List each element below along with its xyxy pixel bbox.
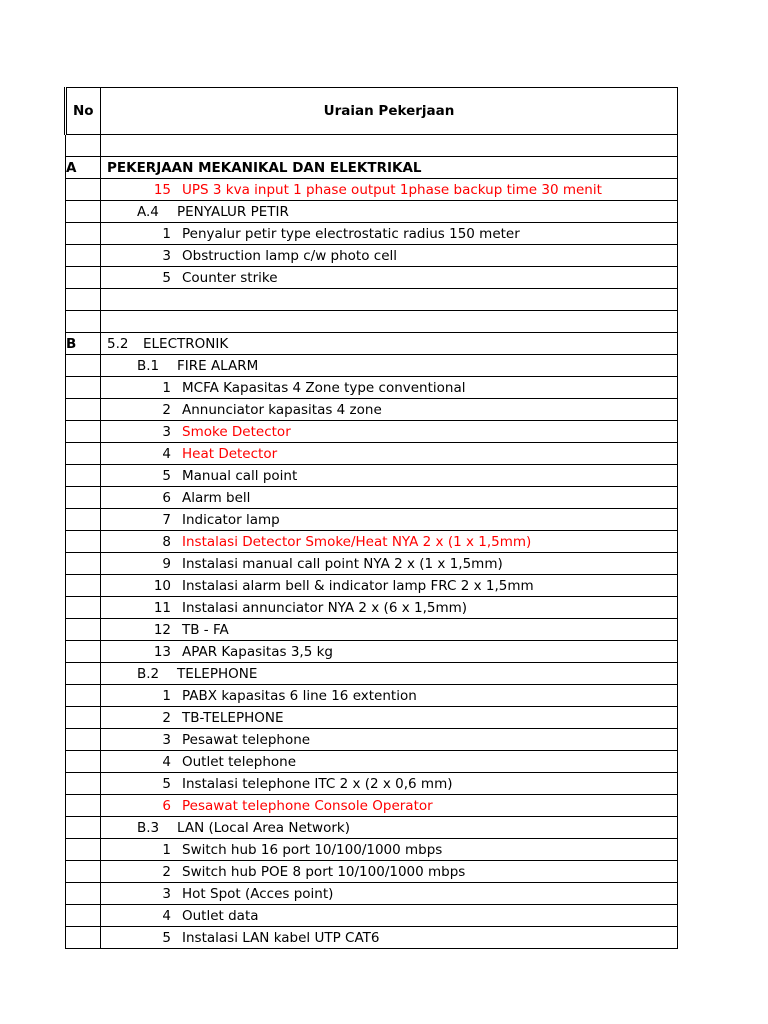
item-text: Switch hub 16 port 10/100/1000 mbps [182, 841, 443, 858]
subsection-title: TELEPHONE [177, 665, 258, 682]
section-b-title: ELECTRONIK [143, 335, 229, 352]
item-text: Hot Spot (Acces point) [182, 885, 334, 902]
item-no: 1 [162, 841, 171, 858]
table-row [66, 641, 678, 663]
item-text: Obstruction lamp c/w photo cell [182, 247, 397, 264]
header-description: Uraian Pekerjaan [101, 88, 678, 135]
item-text: Counter strike [182, 269, 278, 286]
item-text: TB - FA [182, 621, 229, 638]
item-no: 4 [162, 907, 171, 924]
item-no: 12 [153, 621, 171, 638]
item-no: 1 [162, 225, 171, 242]
item-text: Smoke Detector [182, 423, 291, 440]
item-no: 7 [162, 511, 171, 528]
item-text: Instalasi alarm bell & indicator lamp FRC 2 x 1,5mm [182, 577, 534, 594]
table-row [66, 685, 678, 707]
table-row [66, 883, 678, 905]
item-no: 15 [153, 181, 171, 198]
item-no: 10 [153, 577, 171, 594]
item-no: 13 [153, 643, 171, 660]
item-no: 6 [162, 797, 171, 814]
item-no: 9 [162, 555, 171, 572]
item-text: Outlet data [182, 907, 259, 924]
ups-row [66, 179, 678, 201]
subsection-a4-row [66, 201, 678, 223]
table-row [66, 861, 678, 883]
table-row [66, 465, 678, 487]
item-no: 1 [162, 379, 171, 396]
section-b-row [66, 333, 678, 355]
item-no: 3 [162, 247, 171, 264]
item-text: Instalasi manual call point NYA 2 x (1 x 1,5mm) [182, 555, 503, 572]
table-row [66, 531, 678, 553]
table-row [66, 245, 678, 267]
subsection-code: B.2 [137, 665, 160, 682]
work-description-table [64, 87, 678, 949]
item-no: 4 [162, 445, 171, 462]
table-row [66, 443, 678, 465]
table-row [66, 839, 678, 861]
table-row [66, 487, 678, 509]
table-row [66, 707, 678, 729]
table-row [66, 553, 678, 575]
table-row [66, 751, 678, 773]
table-row [66, 223, 678, 245]
item-text: UPS 3 kva input 1 phase output 1phase backup time 30 menit [182, 181, 602, 198]
item-text: Instalasi Detector Smoke/Heat NYA 2 x (1 x 1,5mm) [182, 533, 532, 550]
table-row [66, 399, 678, 421]
table-row [66, 597, 678, 619]
table-row [66, 927, 678, 949]
blank-row [66, 289, 678, 311]
item-text: Instalasi telephone ITC 2 x (2 x 0,6 mm) [182, 775, 453, 792]
item-text: PABX kapasitas 6 line 16 extention [182, 687, 417, 704]
item-no: 5 [162, 775, 171, 792]
table-row [66, 773, 678, 795]
table-row [66, 575, 678, 597]
table-header-row [66, 88, 678, 135]
item-text: Pesawat telephone [182, 731, 311, 748]
table-row [66, 795, 678, 817]
item-text: Switch hub POE 8 port 10/100/1000 mbps [182, 863, 466, 880]
subsection-b1-row [66, 355, 678, 377]
table-row [66, 267, 678, 289]
item-no: 3 [162, 885, 171, 902]
table-row [66, 421, 678, 443]
subsection-code: B.3 [137, 819, 160, 836]
item-text: Pesawat telephone Console Operator [182, 797, 433, 814]
subsection-b3-row [66, 817, 678, 839]
section-b-code: B [66, 333, 101, 355]
item-text: APAR Kapasitas 3,5 kg [182, 643, 333, 660]
table-row [66, 905, 678, 927]
subsection-code: A.4 [137, 203, 159, 220]
table-row [66, 509, 678, 531]
item-text: Instalasi LAN kabel UTP CAT6 [182, 929, 380, 946]
blank-row [66, 135, 678, 157]
item-no: 6 [162, 489, 171, 506]
item-text: Alarm bell [182, 489, 251, 506]
item-text: Indicator lamp [182, 511, 280, 528]
item-text: Penyalur petir type electrostatic radius 150 meter [182, 225, 520, 242]
subsection-b2-row [66, 663, 678, 685]
item-no: 5 [162, 467, 171, 484]
item-no: 4 [162, 753, 171, 770]
item-no: 8 [162, 533, 171, 550]
item-text: Heat Detector [182, 445, 278, 462]
item-no: 1 [162, 687, 171, 704]
subsection-title: LAN (Local Area Network) [177, 819, 350, 836]
item-text: MCFA Kapasitas 4 Zone type conventional [182, 379, 466, 396]
item-no: 5 [162, 929, 171, 946]
item-text: TB-TELEPHONE [182, 709, 284, 726]
subsection-title: FIRE ALARM [177, 357, 259, 374]
item-no: 2 [162, 401, 171, 418]
subsection-code: B.1 [137, 357, 160, 374]
item-text: Annunciator kapasitas 4 zone [182, 401, 382, 418]
item-no: 5 [162, 269, 171, 286]
item-text: Instalasi annunciator NYA 2 x (6 x 1,5mm) [182, 599, 468, 616]
item-no: 11 [153, 599, 171, 616]
blank-row [66, 311, 678, 333]
section-a-row [66, 157, 678, 179]
item-text: Manual call point [182, 467, 298, 484]
subsection-title: PENYALUR PETIR [177, 203, 289, 220]
table-row [66, 619, 678, 641]
item-no: 2 [162, 709, 171, 726]
table-row [66, 377, 678, 399]
section-b-num: 5.2 [107, 335, 129, 352]
item-text: Outlet telephone [182, 753, 297, 770]
item-no: 2 [162, 863, 171, 880]
item-no: 3 [162, 423, 171, 440]
item-no: 3 [162, 731, 171, 748]
section-a-code: A [66, 157, 101, 179]
header-no: No [66, 88, 101, 135]
section-a-title: PEKERJAAN MEKANIKAL DAN ELEKTRIKAL [107, 159, 422, 176]
table-row [66, 729, 678, 751]
